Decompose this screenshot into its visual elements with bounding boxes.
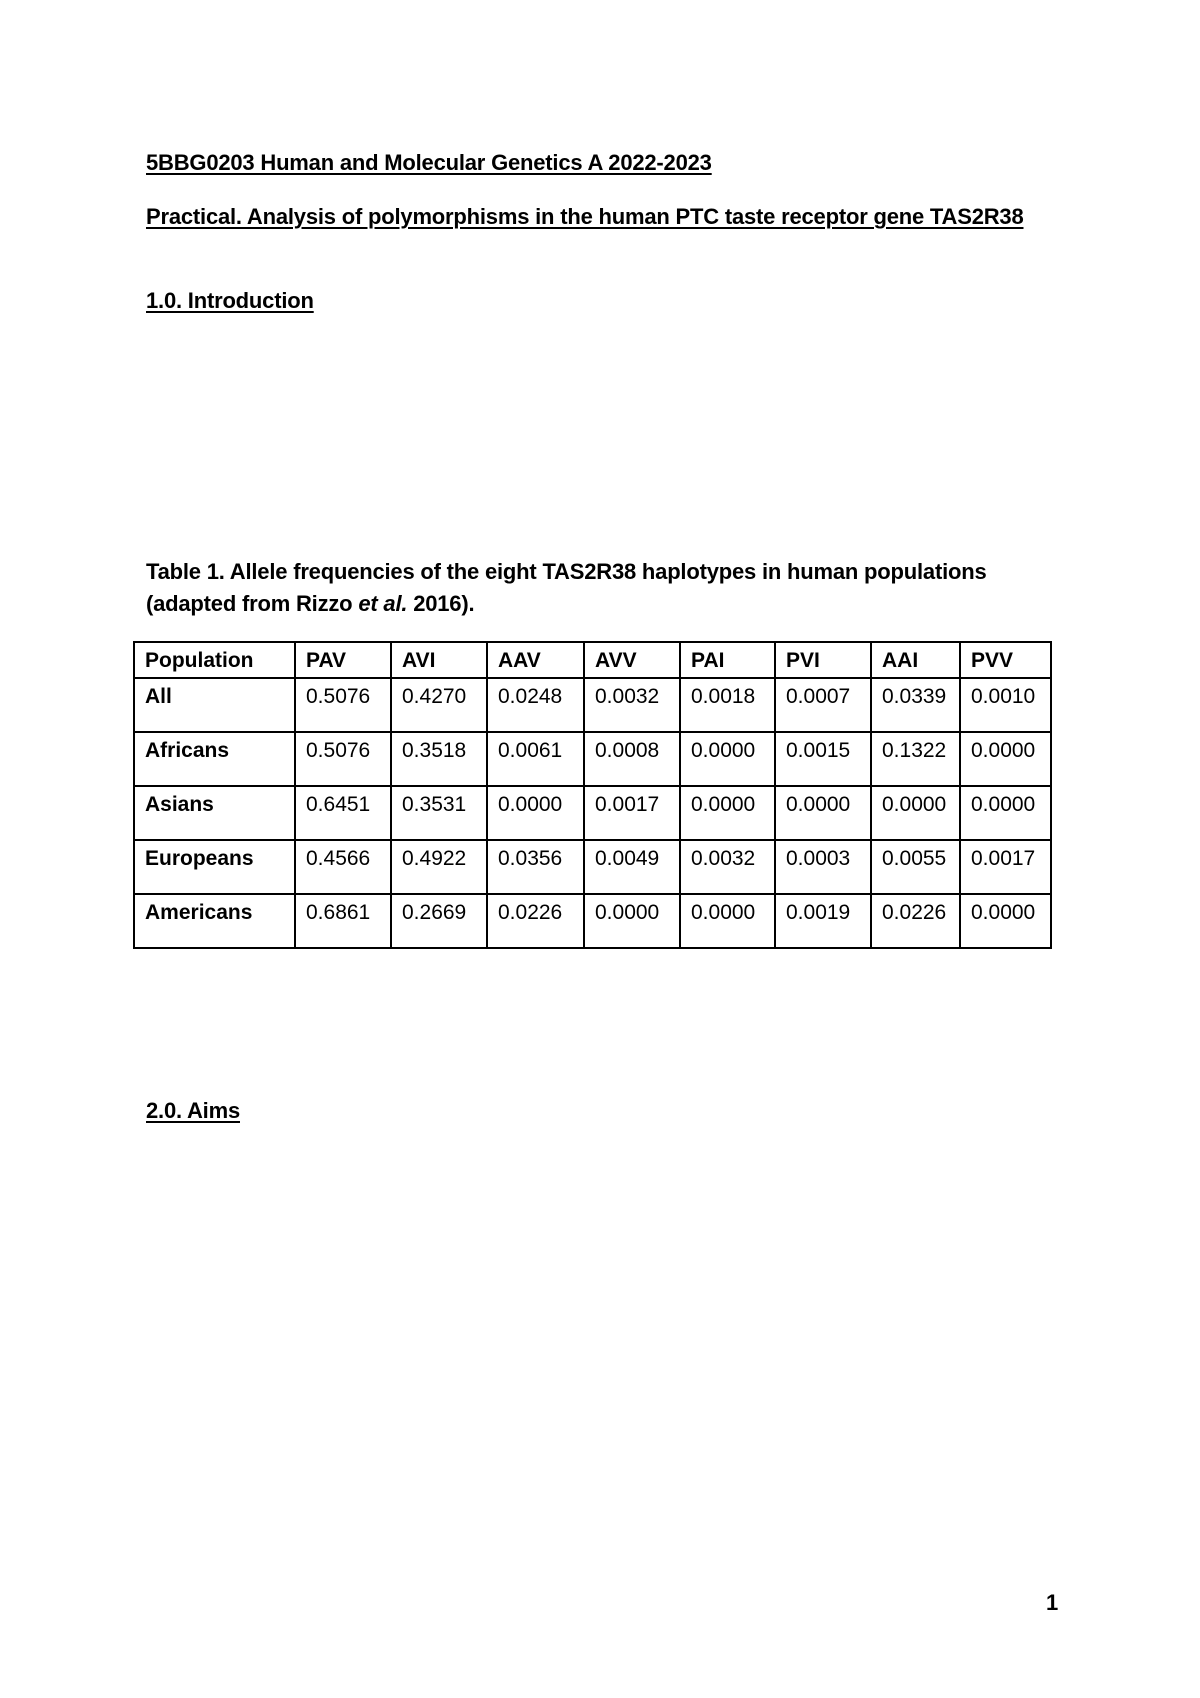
column-header: AVI bbox=[391, 642, 487, 678]
column-header: AVV bbox=[584, 642, 680, 678]
population-cell: Asians bbox=[134, 786, 295, 840]
frequency-cell: 0.0010 bbox=[960, 678, 1051, 732]
allele-frequency-table bbox=[133, 641, 1052, 949]
frequency-cell: 0.2669 bbox=[391, 894, 487, 948]
column-header: Population bbox=[134, 642, 295, 678]
frequency-cell: 0.0003 bbox=[775, 840, 871, 894]
introduction-heading: 1.0. Introduction bbox=[146, 288, 314, 313]
frequency-cell: 0.0000 bbox=[960, 732, 1051, 786]
caption-italic: et al. bbox=[358, 591, 408, 616]
frequency-cell: 0.3531 bbox=[391, 786, 487, 840]
frequency-cell: 0.0000 bbox=[775, 786, 871, 840]
population-cell: All bbox=[134, 678, 295, 732]
practical-title: Practical. Analysis of polymorphisms in the human PTC taste receptor gene TAS2R38 bbox=[146, 204, 1024, 229]
frequency-cell: 0.5076 bbox=[295, 732, 391, 786]
frequency-cell: 0.0032 bbox=[680, 840, 775, 894]
frequency-cell: 0.4566 bbox=[295, 840, 391, 894]
aims-heading: 2.0. Aims bbox=[146, 1098, 240, 1123]
caption-text: Table 1. Allele frequencies of the eight TAS2R38 haplotypes in human populations (adapted from Rizzo bbox=[146, 559, 987, 616]
frequency-cell: 0.0017 bbox=[960, 840, 1051, 894]
frequency-cell: 0.0008 bbox=[584, 732, 680, 786]
column-header: AAV bbox=[487, 642, 584, 678]
table-header-row bbox=[134, 642, 1051, 678]
frequency-cell: 0.0000 bbox=[680, 732, 775, 786]
frequency-cell: 0.0019 bbox=[775, 894, 871, 948]
frequency-cell: 0.0000 bbox=[680, 786, 775, 840]
frequency-cell: 0.6861 bbox=[295, 894, 391, 948]
frequency-cell: 0.0007 bbox=[775, 678, 871, 732]
frequency-cell: 0.0055 bbox=[871, 840, 960, 894]
frequency-cell: 0.4270 bbox=[391, 678, 487, 732]
table-row bbox=[134, 786, 1051, 840]
table-row bbox=[134, 840, 1051, 894]
table-row bbox=[134, 678, 1051, 732]
frequency-cell: 0.0018 bbox=[680, 678, 775, 732]
frequency-cell: 0.0017 bbox=[584, 786, 680, 840]
frequency-cell: 0.0032 bbox=[584, 678, 680, 732]
frequency-cell: 0.0356 bbox=[487, 840, 584, 894]
table-row bbox=[134, 732, 1051, 786]
frequency-cell: 0.0000 bbox=[584, 894, 680, 948]
column-header: AAI bbox=[871, 642, 960, 678]
table-caption bbox=[146, 556, 1046, 620]
frequency-cell: 0.1322 bbox=[871, 732, 960, 786]
page-number: 1 bbox=[1046, 1590, 1059, 1615]
frequency-cell: 0.0000 bbox=[680, 894, 775, 948]
population-cell: Africans bbox=[134, 732, 295, 786]
course-title: 5BBG0203 Human and Molecular Genetics A 2022-2023 bbox=[146, 150, 712, 175]
frequency-cell: 0.3518 bbox=[391, 732, 487, 786]
frequency-cell: 0.0226 bbox=[871, 894, 960, 948]
column-header: PAV bbox=[295, 642, 391, 678]
frequency-cell: 0.4922 bbox=[391, 840, 487, 894]
frequency-cell: 0.0000 bbox=[960, 786, 1051, 840]
frequency-cell: 0.0015 bbox=[775, 732, 871, 786]
caption-end: 2016). bbox=[407, 591, 475, 616]
population-cell: Europeans bbox=[134, 840, 295, 894]
frequency-cell: 0.0061 bbox=[487, 732, 584, 786]
frequency-cell: 0.0226 bbox=[487, 894, 584, 948]
column-header: PAI bbox=[680, 642, 775, 678]
column-header: PVV bbox=[960, 642, 1051, 678]
frequency-cell: 0.0339 bbox=[871, 678, 960, 732]
frequency-cell: 0.5076 bbox=[295, 678, 391, 732]
frequency-cell: 0.0248 bbox=[487, 678, 584, 732]
frequency-cell: 0.0000 bbox=[871, 786, 960, 840]
table-row bbox=[134, 894, 1051, 948]
frequency-cell: 0.0000 bbox=[487, 786, 584, 840]
frequency-cell: 0.0000 bbox=[960, 894, 1051, 948]
frequency-cell: 0.6451 bbox=[295, 786, 391, 840]
frequency-cell: 0.0049 bbox=[584, 840, 680, 894]
column-header: PVI bbox=[775, 642, 871, 678]
population-cell: Americans bbox=[134, 894, 295, 948]
